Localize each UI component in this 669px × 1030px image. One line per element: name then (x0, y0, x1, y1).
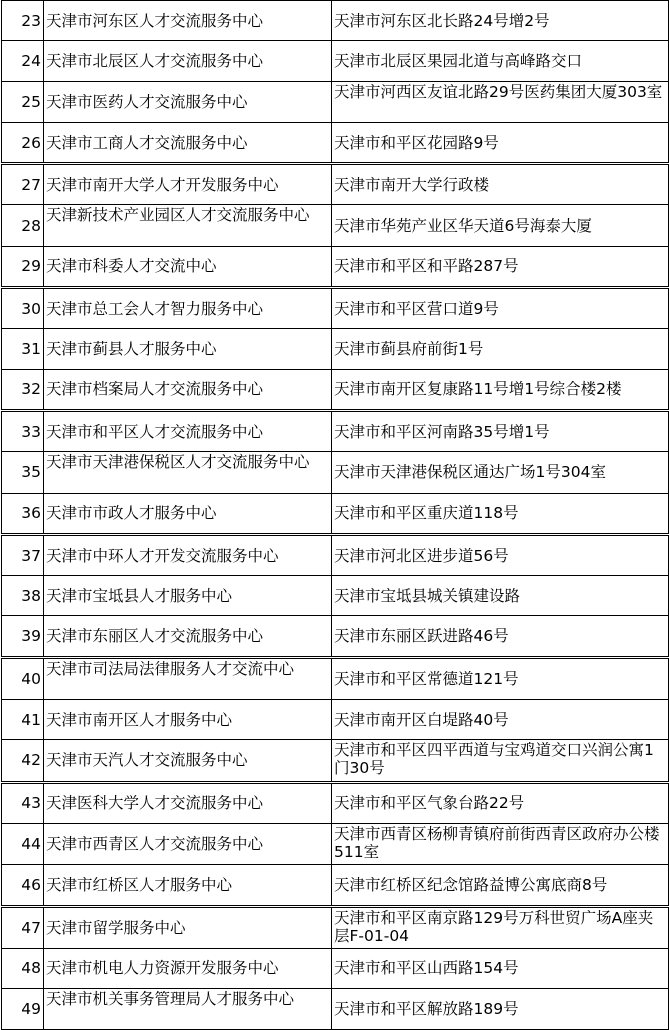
center-name: 天津市南开大学人才开发服务中心 (44, 164, 332, 205)
center-address: 天津市华苑产业区华天道6号海泰大厦 (332, 205, 669, 246)
center-name: 天津市红桥区人才服务中心 (44, 865, 332, 906)
row-number: 35 (2, 452, 44, 493)
row-number: 37 (2, 534, 44, 575)
table-row (2, 989, 669, 1030)
center-name: 天津市医药人才交流服务中心 (44, 81, 332, 122)
center-name: 天津市南开区人才服务中心 (44, 700, 332, 740)
center-address: 天津市河西区友谊北路29号医药集团大厦303室 (332, 81, 669, 122)
center-address: 天津市和平区气象台路22号 (332, 782, 669, 823)
table-row (2, 906, 669, 948)
row-number: 41 (2, 700, 44, 740)
center-name: 天津市宝坻县人才服务中心 (44, 576, 332, 616)
center-name: 天津医科大学人才交流服务中心 (44, 782, 332, 823)
center-address: 天津市南开区复康路11号增1号综合楼2楼 (332, 369, 669, 410)
center-address: 天津市河东区北长路24号增2号 (332, 1, 669, 41)
row-number: 31 (2, 329, 44, 369)
row-number: 27 (2, 164, 44, 205)
center-address: 天津市和平区四平西道与宝鸡道交口兴润公寓1门30号 (332, 740, 669, 782)
center-name: 天津市科委人才交流中心 (44, 246, 332, 287)
center-address: 天津市和平区营口道9号 (332, 288, 669, 329)
center-name: 天津市工商人才交流服务中心 (44, 122, 332, 163)
center-name: 天津市天津港保税区人才交流服务中心 (44, 452, 332, 493)
center-address: 天津市河北区进步道56号 (332, 534, 669, 575)
table-row (2, 122, 669, 163)
row-number: 33 (2, 410, 44, 451)
center-address: 天津市宝坻县城关镇建设路 (332, 576, 669, 616)
table-row (2, 493, 669, 534)
table-row (2, 452, 669, 493)
center-name: 天津市东丽区人才交流服务中心 (44, 616, 332, 657)
center-name: 天津市机电人力资源开发服务中心 (44, 948, 332, 988)
table-row (2, 823, 669, 864)
center-address: 天津市南开区白堤路40号 (332, 700, 669, 740)
center-address: 天津市和平区南京路129号万科世贸广场A座夹层F-01-04 (332, 906, 669, 948)
center-name: 天津市机关事务管理局人才服务中心 (44, 989, 332, 1030)
table-row (2, 205, 669, 246)
center-name: 天津市蓟县人才服务中心 (44, 329, 332, 369)
row-number: 25 (2, 81, 44, 122)
row-number: 23 (2, 1, 44, 41)
center-name: 天津市河东区人才交流服务中心 (44, 1, 332, 41)
center-name: 天津市留学服务中心 (44, 906, 332, 948)
center-name: 天津市中环人才开发交流服务中心 (44, 534, 332, 575)
row-number: 39 (2, 616, 44, 657)
center-address: 天津市北辰区果园北道与高峰路交口 (332, 41, 669, 81)
table-row (2, 1, 669, 41)
table-row (2, 700, 669, 740)
table-row (2, 81, 669, 122)
center-name: 天津市西青区人才交流服务中心 (44, 823, 332, 864)
center-address: 天津市和平区常德道121号 (332, 657, 669, 699)
row-number: 28 (2, 205, 44, 246)
row-number: 42 (2, 740, 44, 782)
table-row (2, 329, 669, 369)
table-row (2, 740, 669, 782)
service-center-table (1, 0, 669, 1030)
center-name: 天津市和平区人才交流服务中心 (44, 410, 332, 451)
row-number: 29 (2, 246, 44, 287)
row-number: 36 (2, 493, 44, 534)
center-name: 天津市档案局人才交流服务中心 (44, 369, 332, 410)
center-name: 天津市北辰区人才交流服务中心 (44, 41, 332, 81)
center-name: 天津市总工会人才智力服务中心 (44, 288, 332, 329)
center-address: 天津市和平区和平路287号 (332, 246, 669, 287)
table-row (2, 246, 669, 287)
table-row (2, 288, 669, 329)
center-address: 天津市东丽区跃进路46号 (332, 616, 669, 657)
center-address: 天津市西青区杨柳青镇府前街西青区政府办公楼511室 (332, 823, 669, 864)
row-number: 44 (2, 823, 44, 864)
center-address: 天津市和平区解放路189号 (332, 989, 669, 1030)
table-row (2, 369, 669, 410)
row-number: 47 (2, 906, 44, 948)
center-address: 天津市和平区重庆道118号 (332, 493, 669, 534)
table-row (2, 41, 669, 81)
row-number: 30 (2, 288, 44, 329)
center-address: 天津市蓟县府前街1号 (332, 329, 669, 369)
row-number: 43 (2, 782, 44, 823)
row-number: 26 (2, 122, 44, 163)
center-name: 天津市司法局法律服务人才交流中心 (44, 657, 332, 699)
table-row (2, 948, 669, 988)
center-address: 天津市和平区河南路35号增1号 (332, 410, 669, 451)
row-number: 38 (2, 576, 44, 616)
center-address: 天津市南开大学行政楼 (332, 164, 669, 205)
row-number: 48 (2, 948, 44, 988)
center-address: 天津市和平区花园路9号 (332, 122, 669, 163)
table-row (2, 657, 669, 699)
center-address: 天津市天津港保税区通达广场1号304室 (332, 452, 669, 493)
center-address: 天津市红桥区纪念馆路益博公寓底商8号 (332, 865, 669, 906)
row-number: 40 (2, 657, 44, 699)
center-name: 天津市市政人才服务中心 (44, 493, 332, 534)
table-row (2, 782, 669, 823)
table-row (2, 616, 669, 657)
table-row (2, 534, 669, 575)
row-number: 32 (2, 369, 44, 410)
center-name: 天津新技术产业园区人才交流服务中心 (44, 205, 332, 246)
row-number: 49 (2, 989, 44, 1030)
table-row (2, 164, 669, 205)
row-number: 46 (2, 865, 44, 906)
center-name: 天津市天汽人才交流服务中心 (44, 740, 332, 782)
center-address: 天津市和平区山西路154号 (332, 948, 669, 988)
table-row (2, 865, 669, 906)
table-row (2, 410, 669, 451)
table-row (2, 576, 669, 616)
row-number: 24 (2, 41, 44, 81)
